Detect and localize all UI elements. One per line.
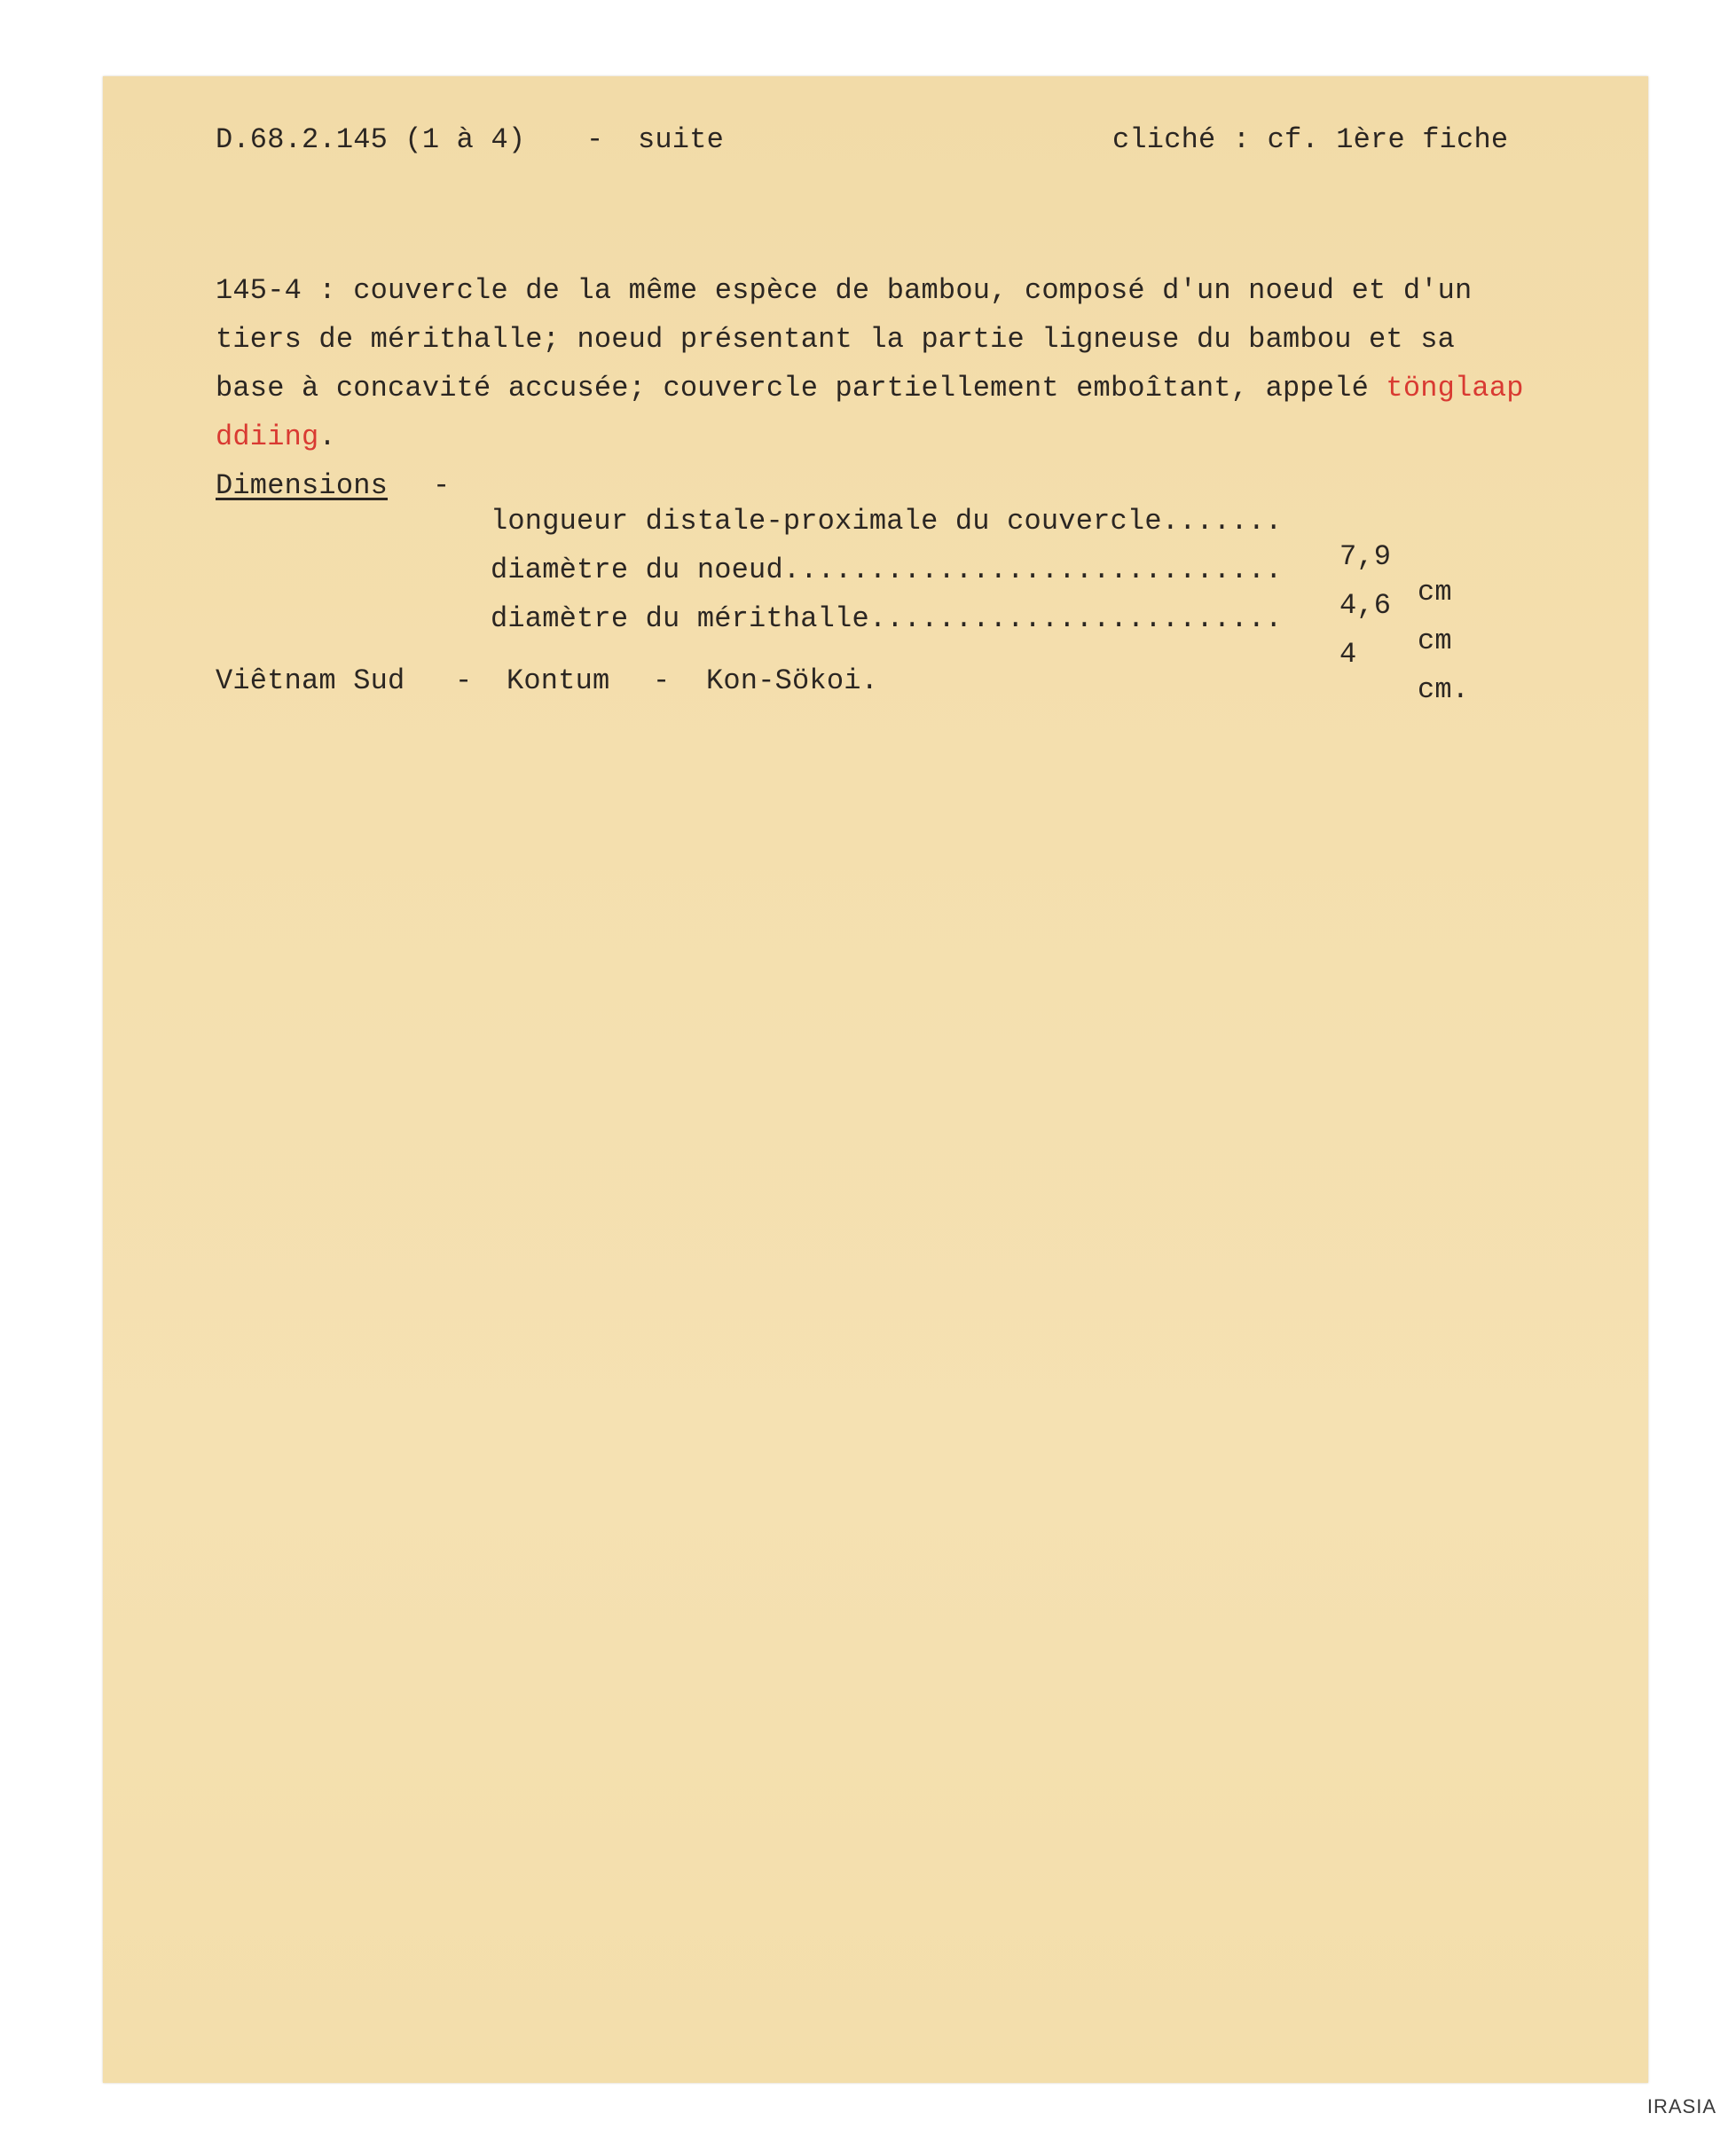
dimension-label: diamètre du noeud............................. bbox=[491, 554, 1283, 586]
header-continuation: suite bbox=[638, 123, 725, 156]
dimension-unit: cm bbox=[1418, 576, 1452, 609]
header-cliche: cliché : cf. 1ère fiche bbox=[1112, 123, 1509, 156]
archive-watermark: IRASIA bbox=[1646, 2095, 1716, 2117]
description-line-3-text: base à concavité accusée; couvercle partiellement emboîtant, appelé bbox=[216, 372, 1386, 405]
dimension-value: 4 bbox=[1339, 638, 1357, 671]
dimension-label: diamètre du mérithalle........................ bbox=[491, 602, 1283, 635]
vernacular-term-part-1: tönglaap bbox=[1386, 372, 1524, 405]
dimension-unit: cm bbox=[1418, 625, 1452, 657]
location-separator-2: - bbox=[653, 664, 671, 697]
header-reference: D.68.2.145 (1 à 4) bbox=[216, 123, 526, 156]
dimension-row bbox=[491, 566, 1470, 743]
location-village: Kon-Sökoi. bbox=[706, 664, 879, 697]
description-line-4 bbox=[216, 420, 336, 455]
dimensions-dash: - bbox=[433, 469, 451, 502]
dimension-value: 7,9 bbox=[1339, 540, 1392, 573]
dimension-label: longueur distale-proximale du couvercle....... bbox=[491, 505, 1283, 538]
vernacular-term-part-2: ddiing bbox=[216, 420, 319, 453]
dimensions-label: Dimensions bbox=[216, 469, 389, 502]
location-province: Kontum bbox=[507, 664, 610, 697]
dimension-unit: cm. bbox=[1418, 673, 1470, 706]
document-sheet bbox=[103, 76, 1648, 2083]
dimension-value: 4,6 bbox=[1339, 589, 1392, 622]
location-separator-1: - bbox=[455, 664, 473, 697]
description-line-2: tiers de mérithalle; noeud présentant la partie ligneuse du bambou et sa bbox=[216, 323, 1456, 356]
location-country: Viêtnam Sud bbox=[216, 664, 405, 697]
description-line-3 bbox=[216, 371, 1524, 406]
description-line-1: 145-4 : couvercle de la même espèce de bambou, composé d'un noeud et d'un bbox=[216, 274, 1473, 307]
description-line-4-end: . bbox=[318, 420, 336, 453]
header-dash: - bbox=[586, 123, 604, 156]
